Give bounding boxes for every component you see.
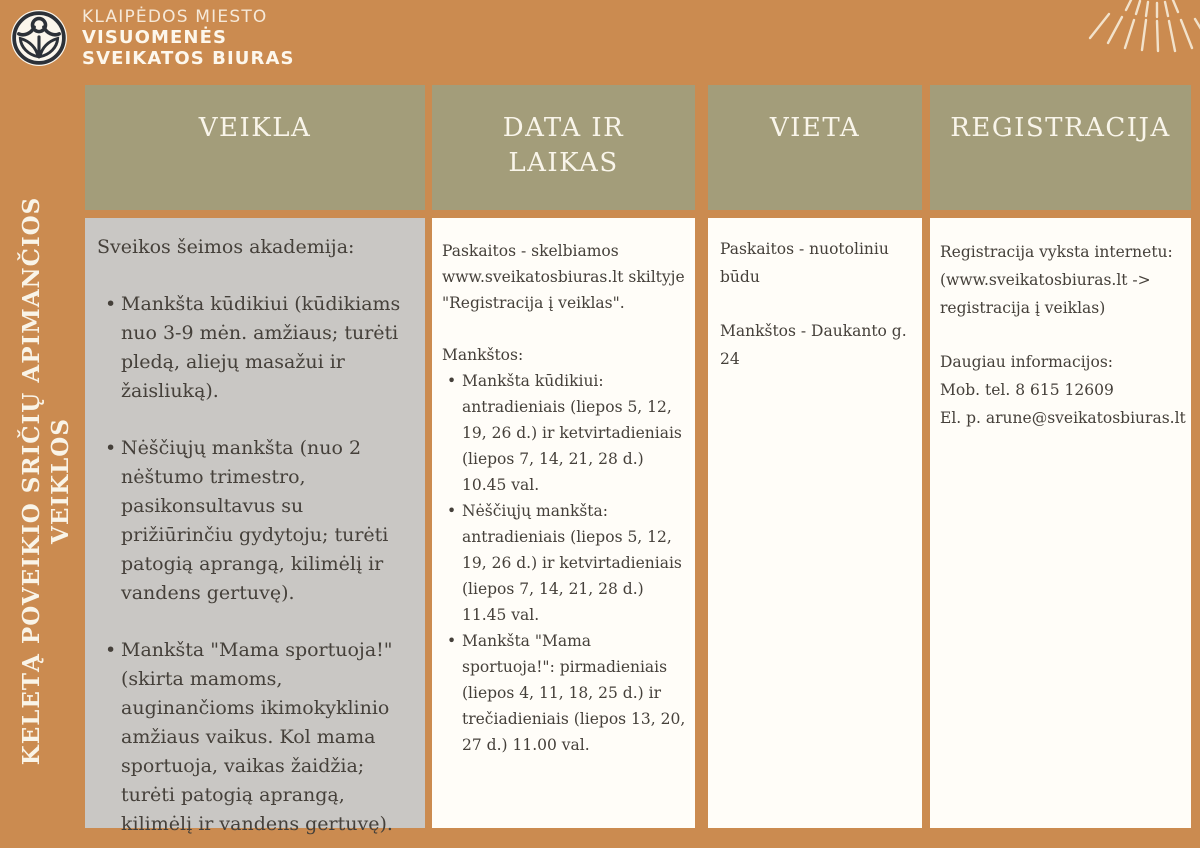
header-veikla-label: VEIKLA — [198, 113, 312, 143]
mankstos-list — [442, 368, 686, 758]
header-vieta-label: VIETA — [769, 113, 861, 143]
side-label-line2: VEIKLOS — [46, 418, 74, 544]
registracija-line: Registracija vyksta internetu: — [940, 243, 1173, 261]
header-registracija-label: REGISTRACIJA — [950, 113, 1171, 143]
header-vieta — [708, 85, 922, 210]
logo — [10, 8, 295, 68]
vieta-mankstos: Mankštos - Daukanto g. 24 — [720, 322, 907, 368]
veikla-item: • Nėščiųjų mankšta (nuo 2 nėštumo trimestro, pasikonsultavus su prižiūrinčiu gydytoju; turėti patogią aprangą, kilimėlį ir vandens gertuvę). — [97, 434, 413, 608]
cell-registracija — [930, 218, 1191, 828]
logo-line3: SVEIKATOS BIURAS — [82, 47, 295, 69]
paskaitos-line: www.sveikatosbiuras.lt skiltyje — [442, 268, 685, 286]
paskaitos-line: Paskaitos - skelbiamos — [442, 242, 619, 260]
email-address: El. p. arune@sveikatosbiuras.lt — [940, 409, 1186, 427]
mankstos-label: Mankštos: — [442, 346, 524, 364]
daugiau-informacijos-label: Daugiau informacijos: — [940, 353, 1113, 371]
logo-line1: KLAIPĖDOS MIESTO — [82, 7, 268, 27]
side-label — [18, 161, 78, 801]
logo-text — [82, 8, 295, 68]
header-data-ir-laikas — [432, 85, 695, 210]
cell-vieta — [708, 218, 922, 828]
phone-number: Mob. tel. 8 615 12609 — [940, 381, 1114, 399]
registracija-line: registracija į veiklas) — [940, 299, 1106, 317]
logo-line2: VISUOMENĖS — [82, 27, 228, 49]
side-label-line1: KELETĄ POVEIKIO SRIČIŲ APIMANČIOS — [18, 196, 45, 766]
veikla-item: • Mankšta kūdikiui (kūdikiams nuo 3-9 mėn. amžiaus; turėti pledą, aliejų masažui ir žaisliuką). — [97, 290, 413, 406]
cell-data-ir-laikas — [432, 218, 695, 828]
mankstos-item: • Mankšta kūdikiui: antradieniais (liepos 5, 12, 19, 26 d.) ir ketvirtadieniais (liepos 7, 14, 21, 28 d.) 10.45 val. — [442, 368, 686, 498]
registracija-info — [940, 238, 1183, 322]
paskaitos-line: "Registracija į veiklas". — [442, 294, 625, 312]
header-veikla — [85, 85, 425, 210]
mankstos-item: • Mankšta "Mama sportuoja!": pirmadieniais (liepos 4, 11, 18, 25 d.) ir trečiadieniais (liepos 13, 20, 27 d.) 11.00 val. — [442, 628, 686, 758]
header-data-ir-laikas-label: DATA IR LAIKAS — [502, 113, 625, 179]
veikla-intro: Sveikos šeimos akademija: — [97, 236, 355, 258]
sun-rays-icon — [1020, 0, 1200, 95]
veikla-list — [97, 290, 413, 839]
registracija-line: (www.sveikatosbiuras.lt -> — [940, 271, 1151, 289]
cell-veikla — [85, 218, 425, 835]
paskaitos-info — [442, 238, 686, 316]
header-registracija — [930, 85, 1191, 210]
vieta-paskaitos: Paskaitos - nuotoliniu būdu — [720, 240, 889, 286]
veikla-item: • Mankšta "Mama sportuoja!" (skirta mamoms, auginančioms ikimokyklinio amžiaus vaikus. Kol mama sportuoja, vaikas žaidžia; turėti patogią aprangą, kilimėlį ir vandens gertuvę). — [97, 636, 413, 839]
mankstos-item: • Nėščiųjų mankšta: antradieniais (liepos 5, 12, 19, 26 d.) ir ketvirtadieniais (liepos 7, 14, 21, 28 d.) 11.45 val. — [442, 498, 686, 628]
health-bureau-logo-icon — [10, 9, 68, 67]
